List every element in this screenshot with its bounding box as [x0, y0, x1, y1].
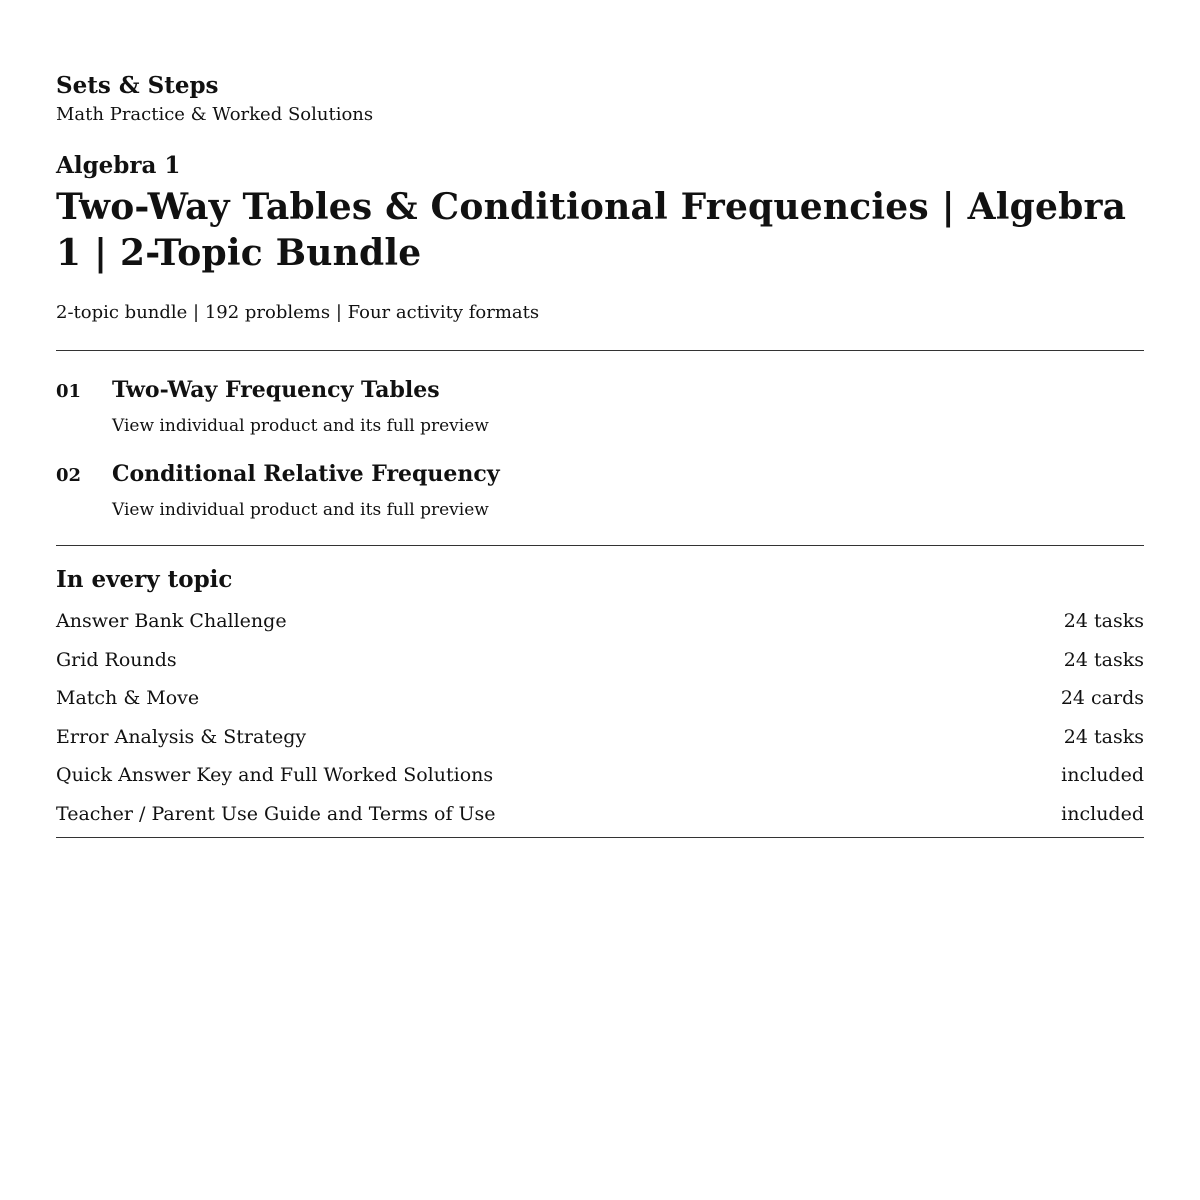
divider [56, 545, 1144, 546]
included-item-label: Answer Bank Challenge [56, 610, 287, 632]
included-item-label: Error Analysis & Strategy [56, 725, 307, 748]
topic-body [112, 461, 1144, 521]
included-row [56, 641, 1144, 680]
included-row [56, 718, 1144, 757]
topic-title: Conditional Relative Frequency [112, 461, 500, 487]
brand-tagline: Math Practice & Worked Solutions [56, 104, 374, 125]
included-item-value: 24 tasks [1063, 610, 1144, 632]
included-item-label: Grid Rounds [56, 648, 177, 671]
included-row [56, 679, 1144, 718]
subject-label: Algebra 1 [56, 152, 181, 179]
topic-item [56, 461, 1144, 521]
topic-body [112, 377, 1144, 437]
product-intro [56, 152, 1144, 324]
bundle-summary: 2-topic bundle | 192 problems | Four activity formats [56, 302, 540, 323]
included-section [56, 566, 1144, 833]
topic-list [56, 351, 1144, 521]
included-item-value: 24 tasks [1063, 648, 1144, 671]
included-heading: In every topic [56, 566, 233, 593]
included-row [56, 756, 1144, 795]
included-row [56, 795, 1144, 834]
topic-item [56, 377, 1144, 437]
divider [56, 837, 1144, 838]
topic-number: 01 [56, 381, 82, 402]
included-item-value: 24 tasks [1063, 725, 1144, 748]
included-item-label: Quick Answer Key and Full Worked Solutions [56, 764, 494, 786]
included-item-value: included [1061, 802, 1144, 825]
brand-name: Sets & Steps [56, 72, 219, 99]
brand-header [56, 72, 1144, 126]
included-item-label: Teacher / Parent Use Guide and Terms of Use [56, 802, 496, 825]
included-item-value: 24 cards [1060, 687, 1144, 709]
topic-number: 02 [56, 465, 82, 486]
page-title: Two-Way Tables & Conditional Frequencies | Algebra 1 | 2-Topic Bundle [56, 186, 1127, 274]
included-item-value: included [1061, 764, 1144, 786]
included-list [56, 602, 1144, 833]
topic-title: Two-Way Frequency Tables [112, 377, 440, 403]
view-product-link[interactable]: View individual product and its full preview [112, 416, 489, 436]
included-row [56, 602, 1144, 641]
included-item-label: Match & Move [56, 687, 200, 709]
view-product-link[interactable]: View individual product and its full preview [112, 500, 489, 520]
